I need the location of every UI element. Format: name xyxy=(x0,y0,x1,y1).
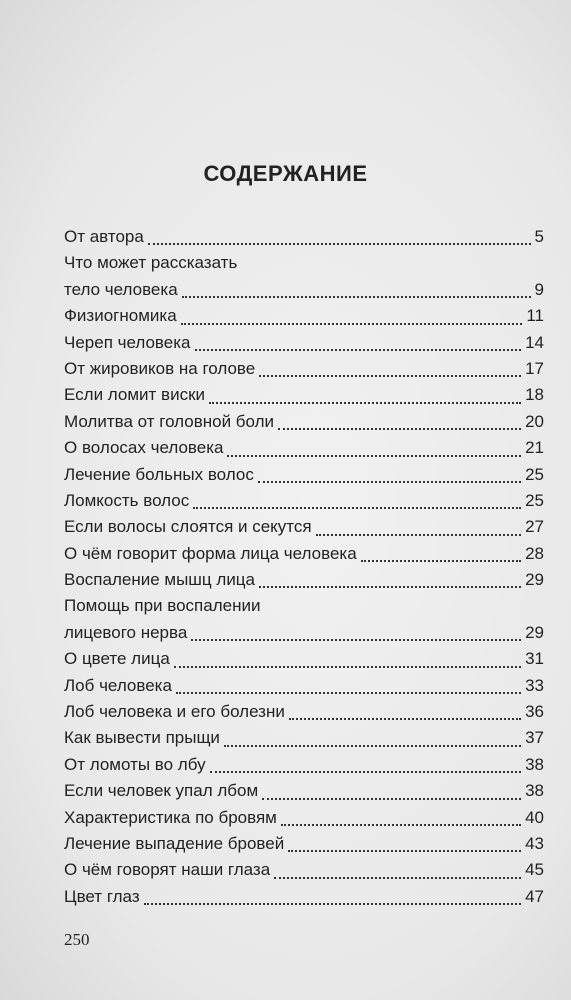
dot-leader xyxy=(195,348,522,351)
toc-entry-page: 43 xyxy=(525,833,544,853)
toc-entry-page: 5 xyxy=(534,227,544,246)
toc-entry-page: 38 xyxy=(525,781,544,801)
toc-entry-label: Характеристика по бровям xyxy=(64,807,277,827)
toc-entry xyxy=(64,884,544,910)
toc-entry xyxy=(64,673,544,699)
dot-leader xyxy=(191,638,521,641)
dot-leader xyxy=(174,665,521,668)
toc-entry xyxy=(64,250,544,276)
dot-leader xyxy=(148,242,531,245)
toc-entry xyxy=(64,514,544,540)
page-title: СОДЕРЖАНИЕ xyxy=(203,161,368,186)
toc-entry xyxy=(64,462,544,488)
toc-entry xyxy=(64,356,544,382)
toc-entry-page: 11 xyxy=(526,306,544,326)
toc-entry-page: 20 xyxy=(525,411,544,431)
toc-entry-label: Что может рассказать xyxy=(64,253,238,273)
toc-entry-label: Физиогномика xyxy=(64,306,177,326)
dot-leader xyxy=(176,691,521,694)
dot-leader xyxy=(258,480,521,483)
dot-leader xyxy=(316,533,521,536)
toc-entry-page: 40 xyxy=(525,807,544,827)
toc-entry xyxy=(64,277,544,303)
dot-leader xyxy=(274,876,521,879)
toc-entry-label: О чём говорит форма лица человека xyxy=(64,543,357,563)
dot-leader xyxy=(193,506,521,509)
dot-leader xyxy=(210,770,521,773)
toc-entry-label: Лечение больных волос xyxy=(64,464,254,484)
toc-entry xyxy=(64,699,544,725)
toc-entry-label: От автора xyxy=(64,227,144,246)
dot-leader xyxy=(227,454,521,457)
toc-entry-label: Воспаление мышц лица xyxy=(64,570,256,590)
dot-leader xyxy=(182,295,531,298)
toc-entry-page: 21 xyxy=(525,438,544,458)
toc-entry xyxy=(64,541,544,567)
toc-entry-page: 17 xyxy=(525,358,544,378)
toc-entry-label: Цвет глаз xyxy=(64,886,140,906)
toc-entry-label: Если человек упал лбом xyxy=(64,781,259,801)
dot-leader xyxy=(262,797,521,800)
dot-leader xyxy=(288,849,521,852)
toc-entry xyxy=(64,646,544,672)
toc-entry-label: Если ломит виски xyxy=(64,385,206,405)
dot-leader xyxy=(144,902,521,905)
dot-leader xyxy=(209,401,521,404)
toc-entry-label: О волосах человека xyxy=(64,438,224,458)
toc-entry-page: 38 xyxy=(525,754,544,774)
toc-entry-label: Молитва от головной боли xyxy=(64,411,275,431)
dot-leader xyxy=(259,585,521,588)
dot-leader xyxy=(361,559,521,562)
toc-entry-page: 27 xyxy=(525,517,544,537)
toc-entry-page: 28 xyxy=(525,543,544,563)
toc-entry-label: Ломкость волос xyxy=(64,490,190,510)
toc-entry-page: 31 xyxy=(525,649,544,669)
dot-leader xyxy=(224,744,521,747)
toc-entry-label: Как вывести прыщи xyxy=(64,728,220,748)
toc-entry-page: 18 xyxy=(525,385,544,405)
toc-entry xyxy=(64,409,544,435)
toc-entry xyxy=(64,778,544,804)
toc-entry-page: 33 xyxy=(525,675,544,695)
dot-leader xyxy=(259,374,521,377)
toc-entry xyxy=(64,488,544,514)
toc-entry-page: 45 xyxy=(525,860,544,880)
toc-entry-label: Лечение выпадение бровей xyxy=(64,833,285,853)
toc-entry-label: Череп человека xyxy=(64,332,191,352)
toc-entry xyxy=(64,435,544,461)
toc-entry xyxy=(64,593,544,619)
toc-entry xyxy=(64,382,544,408)
toc-entry-page: 47 xyxy=(525,886,544,906)
dot-leader xyxy=(281,823,521,826)
toc-entry xyxy=(64,303,544,329)
toc-entry-label: тело человека xyxy=(64,279,178,299)
toc-entry xyxy=(64,752,544,778)
toc-entry-page: 36 xyxy=(525,702,544,722)
toc-entry xyxy=(64,620,544,646)
toc-entry-label: Если волосы слоятся и секутся xyxy=(64,517,312,537)
dot-leader xyxy=(278,427,521,430)
dot-leader xyxy=(289,717,521,720)
toc-entry-page: 29 xyxy=(525,622,544,642)
toc-entry xyxy=(64,567,544,593)
toc-entry xyxy=(64,805,544,831)
toc-entry xyxy=(64,831,544,857)
toc-entry-page: 9 xyxy=(534,279,544,299)
page-number: 250 xyxy=(64,930,90,949)
dot-leader xyxy=(181,322,523,325)
toc-entry-label: Помощь при воспалении xyxy=(64,596,261,616)
toc-entry-label: О цвете лица xyxy=(64,649,170,669)
toc-entry-label: Лоб человека xyxy=(64,675,172,695)
toc-entry xyxy=(64,330,544,356)
toc-entry-page: 25 xyxy=(525,490,544,510)
toc-entry-label: О чём говорят наши глаза xyxy=(64,860,271,880)
table-of-contents xyxy=(64,224,544,910)
toc-entry-label: От жировиков на голове xyxy=(64,358,256,378)
toc-entry-label: От ломоты во лбу xyxy=(64,754,206,774)
toc-entry-page: 14 xyxy=(525,332,544,352)
toc-entry-page: 25 xyxy=(525,464,544,484)
toc-entry xyxy=(64,725,544,751)
toc-entry xyxy=(64,224,544,250)
toc-entry xyxy=(64,857,544,883)
toc-entry-page: 37 xyxy=(525,728,544,748)
toc-entry-page: 29 xyxy=(525,570,544,590)
toc-entry-label: Лоб человека и его болезни xyxy=(64,702,285,722)
toc-entry-label: лицевого нерва xyxy=(64,622,188,642)
